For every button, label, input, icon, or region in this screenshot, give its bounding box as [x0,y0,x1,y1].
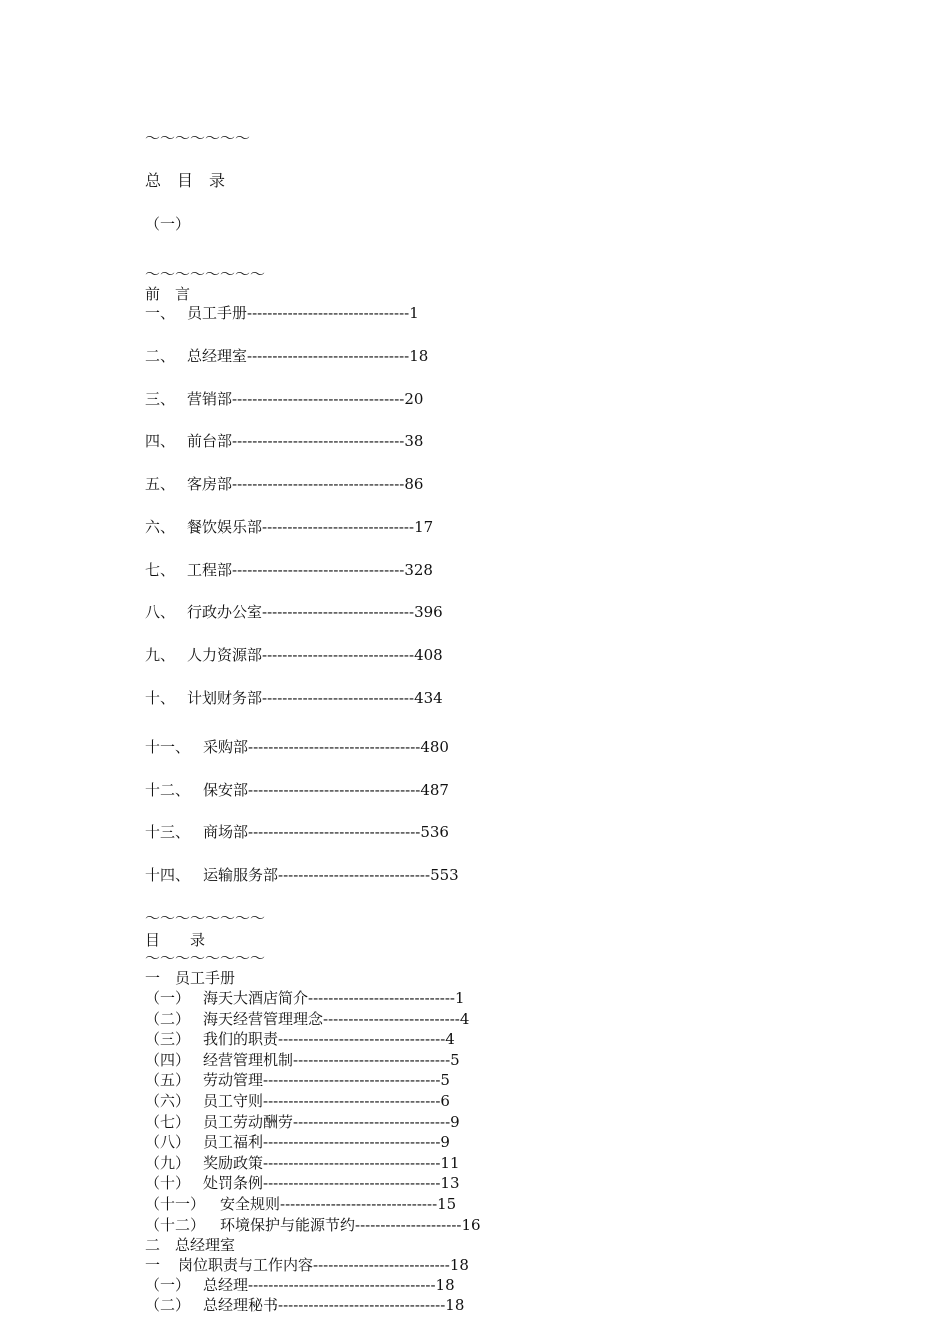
toc-entry-number: （十） [145,1174,191,1193]
toc-entry-leader: --------------------------------- [278,1296,446,1314]
toc-entry [145,1070,450,1090]
toc-entry-leader: ----------------------------------- [263,1092,441,1110]
toc-entry-number: （十一） [145,1195,206,1213]
toc-entry-page: 1 [409,304,419,322]
toc-entry-title: 工程部 [187,561,233,579]
toc-entry-title: 奖励政策 [203,1153,264,1172]
toc-entry [145,822,449,842]
toc-entry-number: 一、 [145,304,176,322]
toc-entry-page: 434 [414,689,443,707]
toc-entry-page: 13 [440,1174,460,1193]
toc-entry-leader: ---------------------------------- [232,390,405,408]
toc-entry-title: 运输服务部 [203,866,279,884]
toc-entry-page: 6 [440,1092,450,1110]
toc-entry-title: 员工手册 [187,304,248,322]
toc-entry-title: 经营管理机制 [203,1050,294,1069]
toc-entry-page: 86 [404,475,424,493]
toc-entry-leader: ---------------------------------- [248,738,421,756]
toc-entry [145,865,459,885]
toc-entry-page: 18 [435,1276,455,1294]
toc-entry-number: （四） [145,1050,191,1069]
section-heading: 二 总经理室 [145,1236,236,1254]
toc-entry-page: 536 [420,823,449,841]
toc-entry-title: 计划财务部 [187,689,263,707]
toc-entry-leader: -------------------------------- [247,347,410,365]
toc-entry-title: 劳动管理 [203,1071,264,1090]
toc-entry [145,988,465,1008]
toc-entry [145,1295,464,1315]
toc-entry-title: 员工守则 [203,1092,264,1110]
toc-entry [145,1029,455,1049]
toc-entry-page: 4 [445,1030,455,1049]
toc-entry-page: 9 [440,1133,450,1152]
toc-entry-page: 18 [409,347,429,365]
toc-entry-leader: ----------------------------------- [263,1174,441,1193]
toc-entry-number: 九、 [145,646,176,664]
toc-entry [145,303,419,323]
toc-entry-leader: ----------------------------------- [263,1133,441,1152]
toc-entry-number: 三、 [145,390,176,408]
toc-entry-page: 4 [459,1009,470,1028]
toc-entry-number: （二） [145,1009,191,1028]
toc-entry-leader: ------------------------------- [293,1112,451,1131]
toc-entry-leader: --------------------------------- [278,1030,446,1049]
toc-entry-leader: ---------------------------------- [232,561,405,579]
toc-entry-number: 十一、 [145,738,191,756]
toc-entry-leader: ----------------------------------- [263,1153,441,1172]
toc-entry [145,560,433,580]
toc-entry-title: 餐饮娱乐部 [187,518,263,536]
toc-entry-number: 十三、 [145,823,191,841]
toc-entry-page: 408 [414,646,443,664]
toc-entry-title: 总经理室 [187,347,248,365]
toc-entry-title: 海天大酒店简介 [203,989,309,1007]
toc-entry-number: 五、 [145,475,176,493]
toc-entry-page: 396 [414,603,443,621]
toc-entry-leader: ------------------------------ [262,518,415,536]
toc-entry-leader: ---------------------------------- [248,823,421,841]
toc-entry-leader: ----------------------------- [308,989,455,1007]
toc-entry [145,1091,450,1111]
toc-entry-number: 八、 [145,603,176,621]
toc-entry [145,1173,460,1193]
toc-entry [145,1050,460,1070]
toc-entry [145,1194,456,1214]
toc-entry-page: 15 [437,1195,457,1213]
toc-entry-page: 18 [445,1296,465,1314]
toc-entry [145,389,423,409]
toc-entry-leader: ------------------------------ [262,603,415,621]
toc-entry [145,346,428,366]
toc-entry-title: 人力资源部 [187,646,263,664]
toc-entry-leader: ------------------------------ [278,866,431,884]
toc-entry-title: 商场部 [203,823,249,841]
toc-entry-leader: ------------------------------------- [248,1276,436,1294]
toc-entry-leader: ------------------------------- [293,1050,451,1069]
toc-entry [145,688,443,708]
toc-entry-number: （五） [145,1071,191,1090]
toc-entry-page: 5 [450,1050,460,1069]
toc-entry-title: 客房部 [187,475,233,493]
toc-entry [145,780,449,800]
toc-entry [145,1275,455,1295]
toc-entry [145,1153,460,1173]
toc-entry-page: 20 [404,390,424,408]
toc-entry-leader: ---------------------------------- [232,475,405,493]
toc-entry-page: 9 [450,1112,460,1131]
toc-entry-page: 17 [414,518,434,536]
toc-entry [145,474,423,494]
toc-entry-leader: ----------------------------------- [263,1071,441,1090]
toc-entry [145,1215,481,1235]
volume-label: （一） [145,215,191,233]
toc-entry-title: 员工福利 [203,1133,264,1152]
toc-entry-page: 16 [461,1215,481,1234]
toc-entry-leader: ---------------------------------- [232,432,405,450]
toc-entry-title: 员工劳动酬劳 [203,1112,294,1131]
toc-entry-title: 行政办公室 [187,603,263,621]
toc-entry-number: （二） [145,1296,191,1314]
toc-entry-leader: --------------------- [355,1215,462,1234]
toc-entry-number: 四、 [145,432,176,450]
toc-entry-title: 环境保护与能源节约 [220,1215,356,1234]
decorative-tilde-line: ～～～～～～～～ [145,265,266,283]
toc-entry [145,645,443,665]
toc-entry [145,1112,460,1132]
toc-entry-leader: ------------------------------ [262,646,415,664]
decorative-tilde-line: ～～～～～～～～ [145,909,266,927]
toc-entry-leader: --------------------------- [323,1009,460,1028]
main-title: 总 目 录 [145,171,226,190]
toc-entry [145,1009,469,1029]
decorative-tilde-line: ～～～～～～～ [145,129,251,147]
toc-entry-title: 我们的职责 [203,1030,279,1049]
toc-entry-number: 七、 [145,561,176,579]
toc-entry-page: 553 [430,866,459,884]
toc-entry [145,517,433,537]
toc-entry-title: 保安部 [203,781,249,799]
toc-entry [145,602,443,622]
toc-entry-number: （六） [145,1092,191,1110]
toc-entry-title: 海天经营管理理念 [203,1009,324,1028]
decorative-tilde-line: ～～～～～～～～ [145,949,266,967]
toc-entry-number: （十二） [145,1215,206,1234]
toc-sub-heading: 一 岗位职责与工作内容---------------------------18 [145,1256,469,1274]
toc-entry-title: 前台部 [187,432,233,450]
toc-entry-number: （九） [145,1153,191,1172]
toc-entry-number: 十四、 [145,866,191,884]
toc-entry-page: 38 [404,432,424,450]
toc-entry-page: 487 [420,781,449,799]
toc-entry-title: 总经理 [203,1276,249,1294]
toc-entry [145,1132,450,1152]
section-heading: 一 员工手册 [145,969,236,987]
toc-entry-title: 采购部 [203,738,249,756]
toc-entry-page: 480 [420,738,449,756]
toc-entry-leader: -------------------------------- [247,304,410,322]
toc-entry-title: 营销部 [187,390,233,408]
toc-entry-number: 十、 [145,689,176,707]
toc-entry-leader: ------------------------------- [280,1195,438,1213]
toc-entry [145,431,423,451]
toc-entry-number: （八） [145,1133,191,1152]
contents-title: 目 录 [145,931,206,949]
preface-heading: 前 言 [145,285,191,303]
toc-entry-title: 安全规则 [220,1195,281,1213]
toc-entry-leader: ---------------------------------- [248,781,421,799]
toc-entry-number: 六、 [145,518,176,536]
toc-entry-leader: ------------------------------ [262,689,415,707]
toc-entry-title: 处罚条例 [203,1174,264,1193]
toc-entry-page: 11 [440,1153,460,1172]
toc-entry-number: 十二、 [145,781,191,799]
toc-entry [145,737,449,757]
toc-entry-title: 总经理秘书 [203,1296,279,1314]
toc-entry-number: （一） [145,1276,191,1294]
toc-entry-number: （一） [145,989,191,1007]
toc-entry-number: （三） [145,1030,191,1049]
toc-entry-page: 1 [455,989,465,1007]
toc-entry-number: 二、 [145,347,176,365]
toc-entry-number: （七） [145,1112,191,1131]
toc-entry-page: 5 [440,1071,450,1090]
toc-entry-page: 328 [404,561,433,579]
